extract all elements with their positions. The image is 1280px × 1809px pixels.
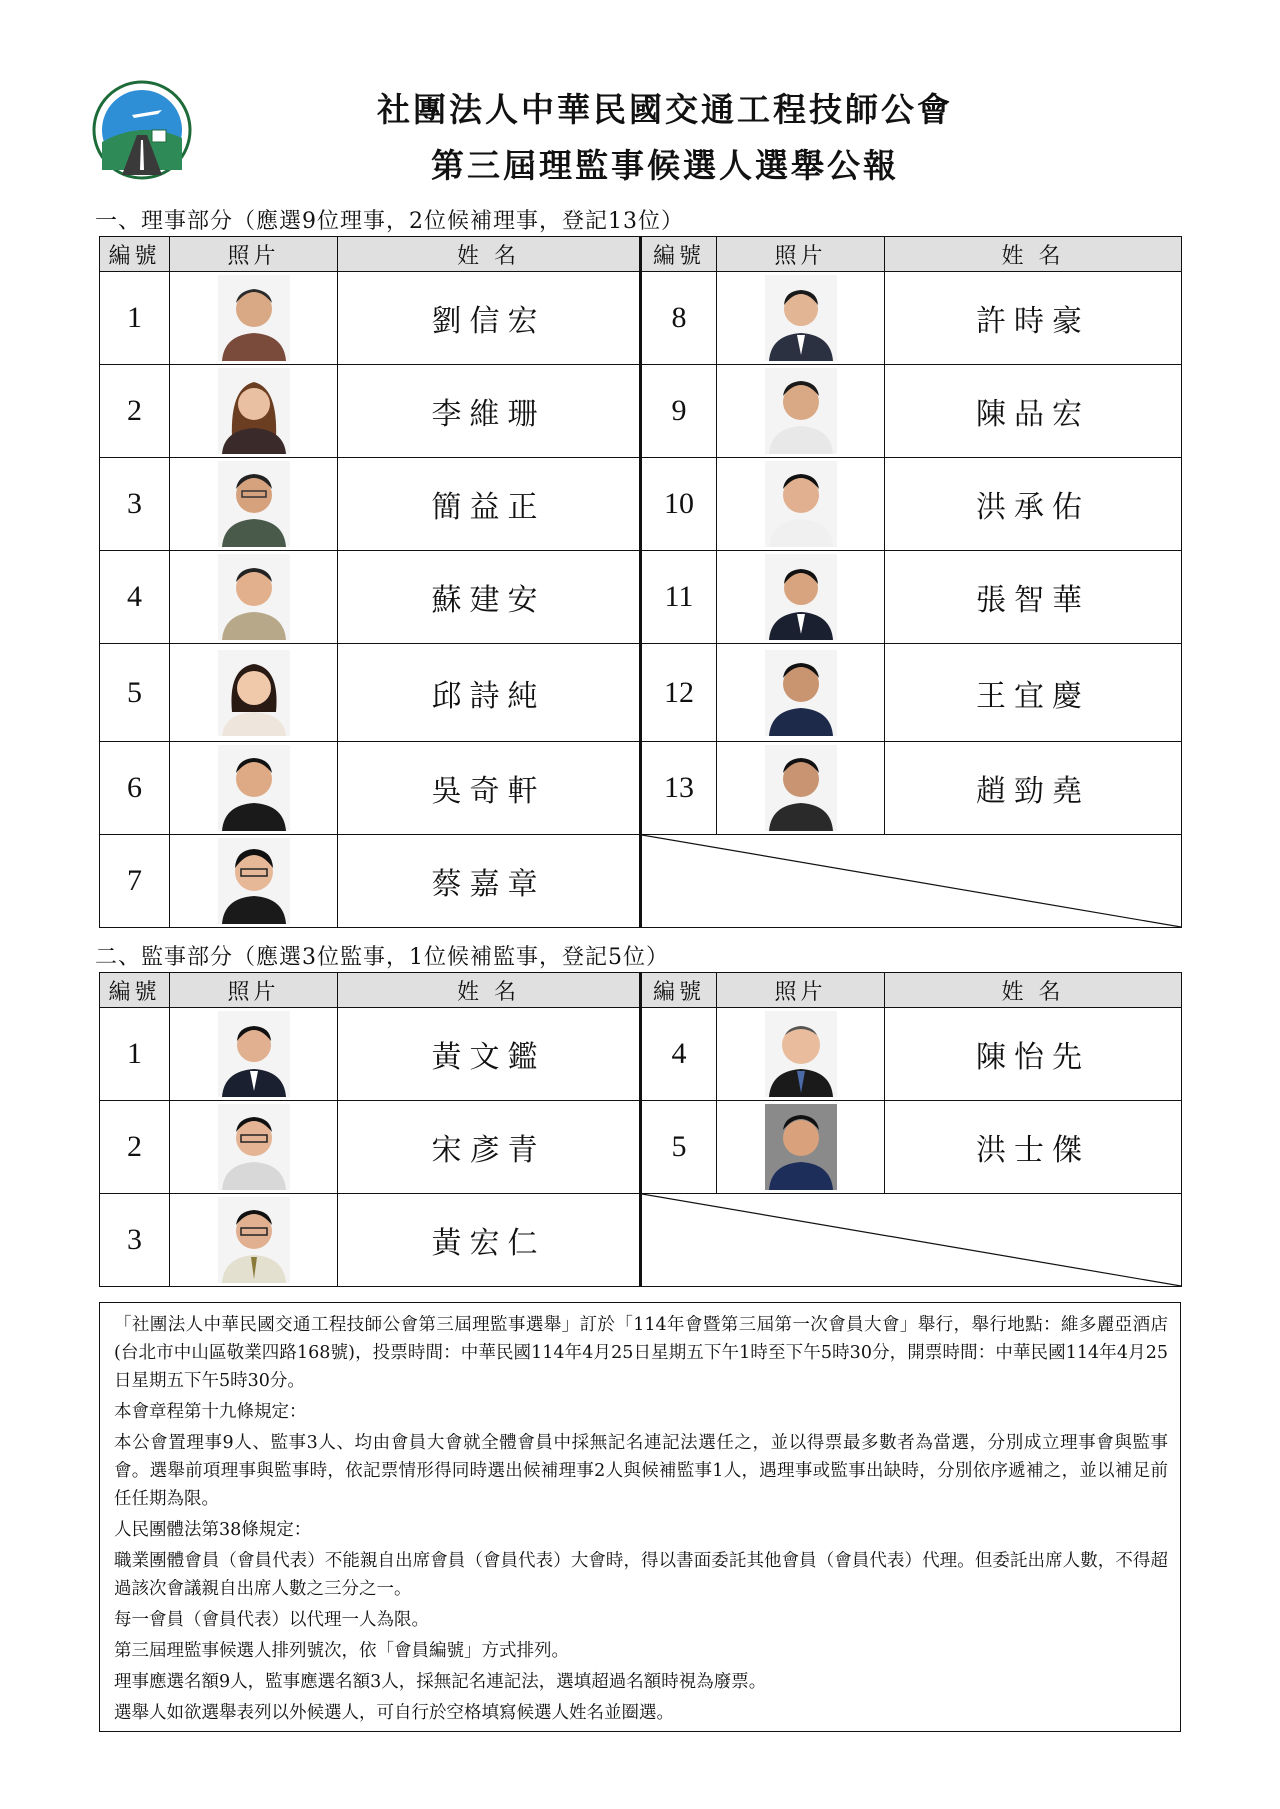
person-photo-icon [765, 275, 837, 361]
candidate-photo [170, 644, 338, 742]
person-photo-icon [218, 1197, 290, 1283]
candidate-number: 5 [100, 644, 170, 742]
candidate-name: 趙勁堯 [885, 742, 1182, 835]
header-name: 姓 名 [885, 973, 1182, 1008]
note-paragraph: 第三屆理監事候選人排列號次，依「會員編號」方式排列。 [114, 1641, 569, 1661]
person-photo-icon [218, 461, 290, 547]
candidate-number: 10 [641, 458, 717, 551]
header-number: 編號 [641, 237, 717, 272]
person-photo-icon [218, 275, 290, 361]
table-row [100, 742, 1182, 835]
candidate-photo [170, 1101, 338, 1194]
person-photo-icon [218, 1104, 290, 1190]
candidate-name: 簡益正 [338, 458, 641, 551]
candidate-name: 邱詩純 [338, 644, 641, 742]
header-number: 編號 [100, 973, 170, 1008]
directors-heading: 一、理事部分（應選9位理事，2位候補理事，登記13位） [95, 209, 684, 234]
candidate-photo [170, 551, 338, 644]
note-paragraph: 理事應選名額9人，監事應選名額3人，採無記名連記法，選填超過名額時視為廢票。 [114, 1672, 767, 1692]
person-photo-icon [218, 745, 290, 831]
table-row [100, 1101, 1182, 1194]
table-row [100, 835, 1182, 928]
candidate-name: 黃宏仁 [338, 1194, 641, 1287]
candidate-name: 陳怡先 [885, 1008, 1182, 1101]
table-header-row [100, 973, 1182, 1008]
candidate-name: 李維珊 [338, 365, 641, 458]
candidate-number: 1 [100, 272, 170, 365]
candidate-photo [170, 1194, 338, 1287]
candidate-number: 2 [100, 1101, 170, 1194]
table-header-row [100, 237, 1182, 272]
candidate-photo [717, 272, 885, 365]
candidate-name: 許時豪 [885, 272, 1182, 365]
candidate-photo [170, 458, 338, 551]
table-row [100, 1194, 1182, 1287]
candidate-photo [170, 742, 338, 835]
note-paragraph: 「社團法人中華民國交通工程技師公會第三屆理監事選舉」訂於「114年會暨第三屆第一次會員大會」舉行，舉行地點：維多麗亞酒店(台北市中山區敬業四路168號)，投票時間：中華民國114年4月25日星期五下午1時至下午5時30分，開票時間：中華民國114年4月25日星期五下午5時30分。 [114, 1315, 1168, 1391]
note-paragraph: 人民團體法第38條規定： [114, 1520, 312, 1540]
person-photo-icon [765, 745, 837, 831]
table-row [100, 1008, 1182, 1101]
candidate-photo [717, 742, 885, 835]
table-row [100, 272, 1182, 365]
candidate-name: 陳品宏 [885, 365, 1182, 458]
header-photo: 照片 [717, 973, 885, 1008]
supervisors-heading: 二、監事部分（應選3位監事，1位候補監事，登記5位） [95, 945, 669, 970]
header-number: 編號 [100, 237, 170, 272]
table-row [100, 551, 1182, 644]
person-photo-icon [765, 461, 837, 547]
candidate-photo [170, 835, 338, 928]
candidate-number: 4 [641, 1008, 717, 1101]
header-name: 姓 名 [338, 237, 641, 272]
note-paragraph: 每一會員（會員代表）以代理一人為限。 [114, 1610, 429, 1630]
candidate-number: 6 [100, 742, 170, 835]
candidate-number: 3 [100, 1194, 170, 1287]
person-photo-icon [765, 1011, 837, 1097]
note-paragraph: 本會章程第十九條規定： [114, 1402, 307, 1422]
candidate-number: 1 [100, 1008, 170, 1101]
candidate-number: 8 [641, 272, 717, 365]
note-paragraph: 選舉人如欲選舉表列以外候選人，可自行於空格填寫候選人姓名並圈選。 [114, 1703, 674, 1723]
person-photo-icon [765, 650, 837, 736]
note-paragraph: 職業團體會員（會員代表）不能親自出席會員（會員代表）大會時，得以書面委託其他會員（會員代表）代理。但委託出席人數，不得超過該次會議親自出席人數之三分之一。 [114, 1551, 1168, 1599]
candidate-number: 12 [641, 644, 717, 742]
table-row [100, 365, 1182, 458]
candidate-name: 劉信宏 [338, 272, 641, 365]
person-photo-icon [218, 368, 290, 454]
person-photo-icon [765, 554, 837, 640]
candidate-name: 張智華 [885, 551, 1182, 644]
candidate-name: 洪士傑 [885, 1101, 1182, 1194]
candidate-number: 5 [641, 1101, 717, 1194]
person-photo-icon [218, 1011, 290, 1097]
empty-slot [641, 835, 1182, 928]
candidate-name: 黃文鑑 [338, 1008, 641, 1101]
candidate-number: 7 [100, 835, 170, 928]
candidate-photo [717, 551, 885, 644]
header-photo: 照片 [170, 973, 338, 1008]
supervisors-table [99, 972, 1182, 1287]
candidate-photo [717, 1101, 885, 1194]
person-photo-icon [218, 554, 290, 640]
candidate-number: 4 [100, 551, 170, 644]
header-name: 姓 名 [338, 973, 641, 1008]
candidate-photo [717, 365, 885, 458]
directors-table [99, 236, 1182, 928]
note-paragraph: 本公會置理事9人、監事3人、均由會員大會就全體會員中採無記名連記法選任之，並以得票最多數者為當選，分別成立理事會與監事會。選舉前項理事與監事時，依記票情形得同時選出候補理事2人與候補監事1人，遇理事或監事出缺時，分別依序遞補之，並以補足前任任期為限。 [114, 1433, 1168, 1509]
candidate-photo [170, 365, 338, 458]
empty-slot [641, 1194, 1182, 1287]
table-row [100, 458, 1182, 551]
diagonal-line-icon [642, 835, 1181, 927]
diagonal-line-icon [642, 1194, 1181, 1286]
header-photo: 照片 [170, 237, 338, 272]
page-title: 社團法人中華民國交通工程技師公會 [377, 90, 953, 129]
candidate-number: 9 [641, 365, 717, 458]
candidate-photo [717, 458, 885, 551]
candidate-name: 宋彥青 [338, 1101, 641, 1194]
header-number: 編號 [641, 973, 717, 1008]
candidate-photo [717, 1008, 885, 1101]
candidate-name: 蘇建安 [338, 551, 641, 644]
page-subtitle: 第三屆理監事候選人選舉公報 [431, 146, 899, 185]
candidate-name: 王宜慶 [885, 644, 1182, 742]
person-photo-icon [218, 650, 290, 736]
candidate-number: 11 [641, 551, 717, 644]
candidate-number: 2 [100, 365, 170, 458]
candidate-name: 洪承佑 [885, 458, 1182, 551]
candidate-number: 13 [641, 742, 717, 835]
person-photo-icon [765, 1104, 837, 1190]
candidate-name: 蔡嘉章 [338, 835, 641, 928]
header-name: 姓 名 [885, 237, 1182, 272]
table-row [100, 644, 1182, 742]
candidate-photo [717, 644, 885, 742]
header-photo: 照片 [717, 237, 885, 272]
election-notes [99, 1302, 1181, 1732]
candidate-photo [170, 1008, 338, 1101]
person-photo-icon [765, 368, 837, 454]
candidate-name: 吳奇軒 [338, 742, 641, 835]
candidate-number: 3 [100, 458, 170, 551]
person-photo-icon [218, 838, 290, 924]
candidate-photo [170, 272, 338, 365]
